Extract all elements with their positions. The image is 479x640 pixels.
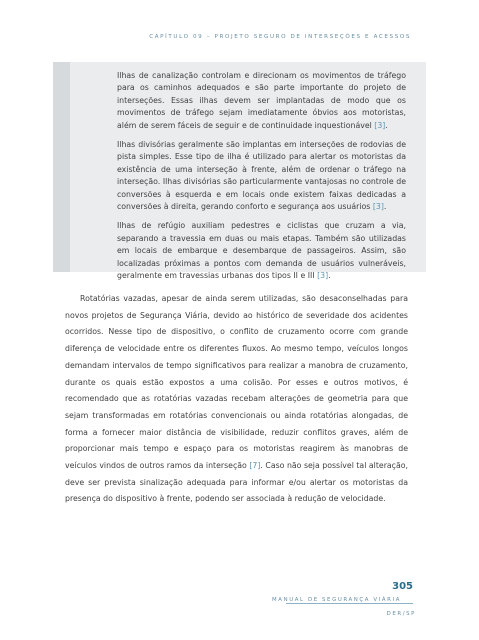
- info-box-content: [117, 70, 406, 290]
- footer-organization: DER/SP: [386, 611, 416, 617]
- citation-link[interactable]: [3]: [372, 202, 384, 212]
- citation-link[interactable]: [7]: [249, 461, 261, 471]
- info-box: [70, 62, 426, 281]
- footer-manual-title: MANUAL DE SEGURANÇA VIÁRIA: [272, 597, 401, 603]
- box-side-rule: [53, 62, 70, 272]
- body-paragraph: Rotatórias vazadas, apesar de ainda serem utilizadas, são desaconselhadas para novos projetos de Segurança Viária, devido ao histórico de severidade dos acidentes ocorridos. Nesse tipo de dispositivo, o conflito de cruzamento ocorre com grande diferença de velocidade entre os diferentes fluxos. Ao mesmo tempo, veículos longos demandam intervalos de tempo significativos para realizar a manobra de cruzamento, durante os quais estão expostos a uma colisão. Por esses e outros motivos, é recomendado que as rotatórias vazadas recebam alterações de geometria para que sejam transformadas em rotatórias convencionais ou ainda rotatórias alongadas, de forma a fornecer maior distância de visibilidade, reduzir conflitos graves, além de proporcionar mais tempo e espaço para os motoristas reagirem às manobras de veículos vindos de outros ramos da interseção [7]. Caso não seja possível tal alteração, deve ser prevista sinalização adequada para informar e/ou alertar os motoristas da presença do dispositivo à frente, podendo ser associada à redução de velocidade.: [65, 294, 408, 504]
- box-paragraph-3: Ilhas de refúgio auxiliam pedestres e ciclistas que cruzam a via, separando a travessia em duas ou mais etapas. Também são utilizadas em locais de embarque e desembarque de passageiros. Assim, são localizadas próximas a pontos com demanda de usuários vulneráveis, geralmente em travessias urbanas dos tipos II e III [3].: [117, 221, 406, 281]
- footer-divider: [286, 603, 413, 604]
- chapter-header: CAPÍTULO 09 – PROJETO SEGURO DE INTERSEÇÕES E ACESSOS: [149, 34, 411, 40]
- body-text: [65, 291, 408, 508]
- citation-link[interactable]: [3]: [317, 271, 329, 281]
- box-paragraph-1: Ilhas de canalização controlam e direcionam os movimentos de tráfego para os caminhos adequados e são parte importante do projeto de interseções. Essas ilhas devem ser implantadas de modo que os movimentos de tráfego sejam imediatamente óbvios aos motoristas, além de serem fáceis de seguir e de continuidade inquestionável [3].: [117, 71, 406, 130]
- box-paragraph-2: Ilhas divisórias geralmente são implantas em interseções de rodovias de pista simples. Esse tipo de ilha é utilizado para alertar os motoristas da existência de uma interseção à frente, além de ordenar o tráfego na interseção. Ilhas divisórias são particularmente vantajosas no controle de conversões à esquerda e em locais onde existem faixas dedicadas a conversões à direita, gerando conforto e segurança aos usuários [3].: [117, 140, 406, 212]
- page-number: 305: [392, 581, 413, 592]
- citation-link[interactable]: [3]: [374, 120, 386, 130]
